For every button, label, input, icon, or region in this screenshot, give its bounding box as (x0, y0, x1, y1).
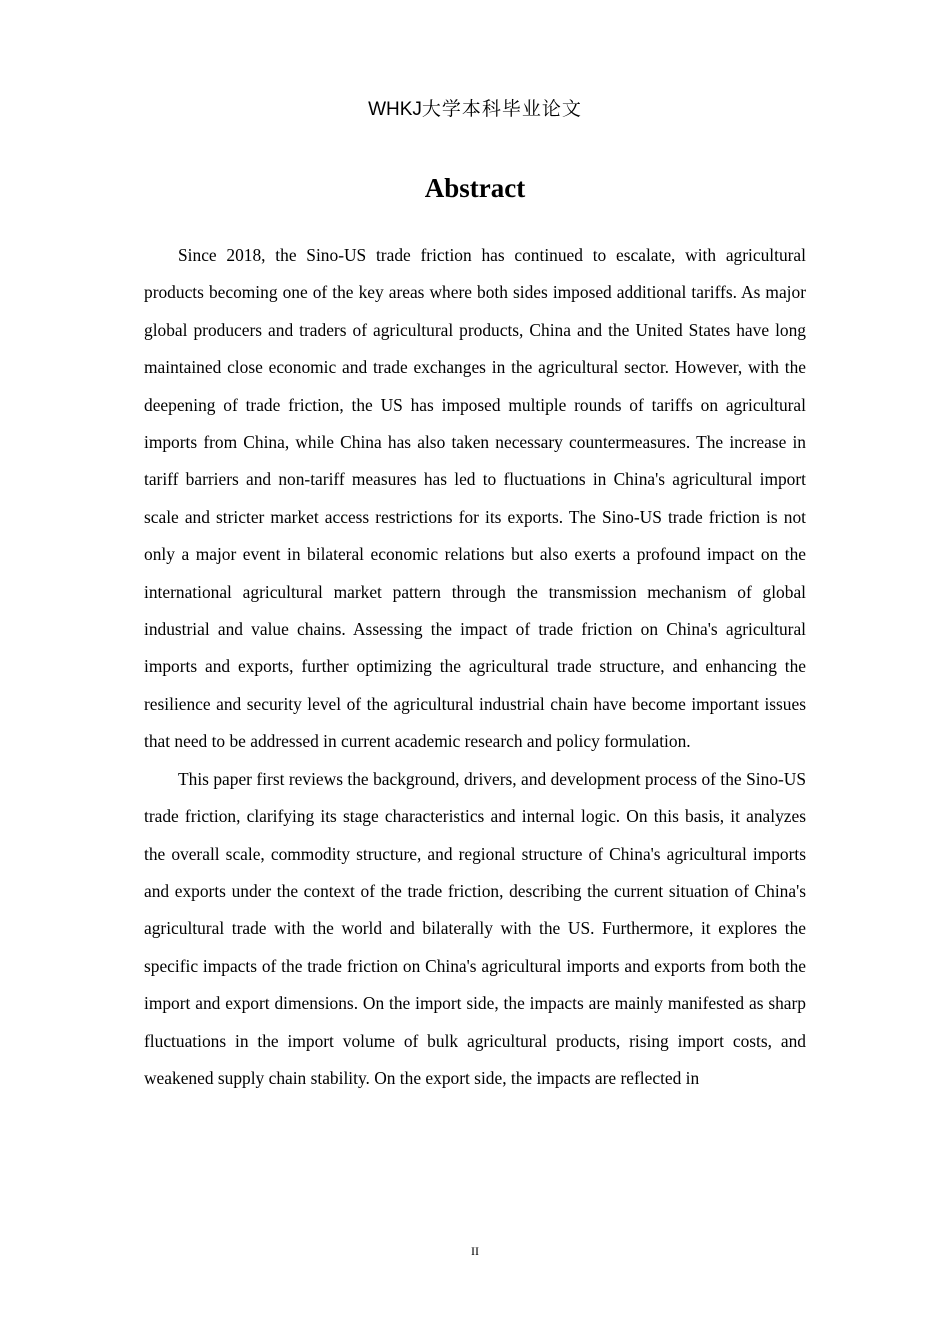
page-number: II (471, 1244, 479, 1258)
header-institution-code: WHKJ (368, 99, 422, 120)
running-header (0, 96, 950, 124)
abstract-paragraph-1: Since 2018, the Sino-US trade friction has continued to escalate, with agricultural products becoming one of the key areas where both sides imposed additional tariffs. As major global producers and traders of agricultural products, China and the United States have long maintained close economic and trade exchanges in the agricultural sector. However, with the deepening of trade friction, the US has imposed multiple rounds of tariffs on agricultural imports from China, while China has also taken necessary countermeasures. The increase in tariff barriers and non-tariff measures has led to fluctuations in China's agricultural import scale and stricter market access restrictions for its exports. The Sino-US trade friction is not only a major event in bilateral economic relations but also exerts a profound impact on the international agricultural market pattern through the transmission mechanism of global industrial and value chains. Assessing the impact of trade friction on China's agricultural imports and exports, further optimizing the agricultural trade structure, and enhancing the resilience and security level of the agricultural industrial chain have become important issues that need to be addressed in current academic research and policy formulation. (144, 245, 806, 752)
abstract-body (144, 237, 806, 1097)
abstract-paragraph-2: This paper first reviews the background, drivers, and development process of the Sino-US trade friction, clarifying its stage characteristics and internal logic. On this basis, it analyzes the overall scale, commodity structure, and regional structure of China's agricultural imports and exports under the context of the trade friction, describing the current situation of China's agricultural trade with the world and bilaterally with the US. Furthermore, it explores the specific impacts of the trade friction on China's agricultural imports and exports from both the import and export dimensions. On the import side, the impacts are mainly manifested as sharp fluctuations in the import volume of bulk agricultural products, rising import costs, and weakened supply chain stability. On the export side, the impacts are reflected in (144, 768, 806, 1088)
header-thesis-label: 大学本科毕业论文 (421, 99, 582, 120)
abstract-title: Abstract (424, 173, 526, 203)
